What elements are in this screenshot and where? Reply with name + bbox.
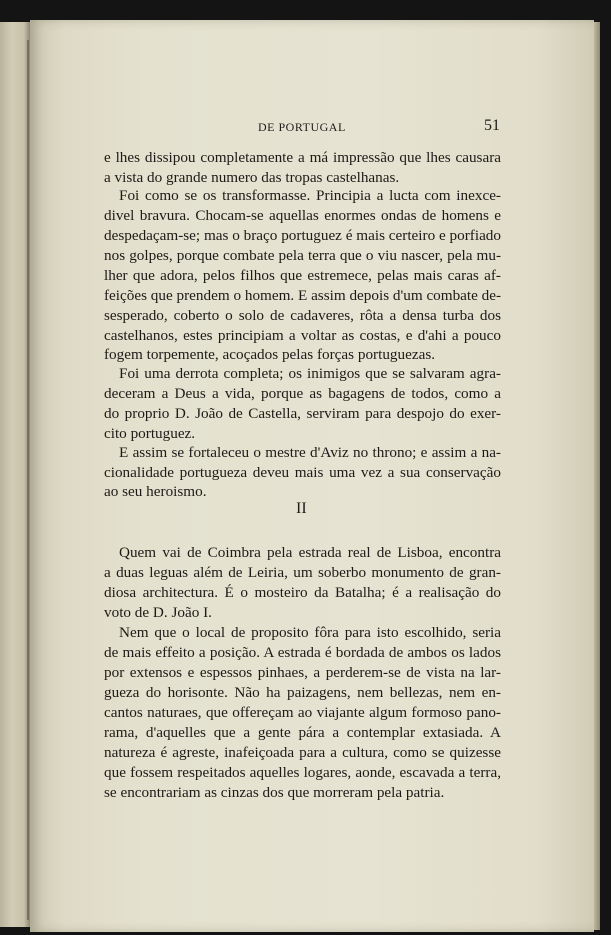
text-line: natureza é agreste, inafeiçoada para a cultura, como se quizesse: [104, 744, 501, 761]
text-line: se encontrariam as cinzas dos que morreram pela patria.: [104, 784, 445, 801]
text-line: Quem vai de Coimbra pela estrada real de Lisboa, encontra: [119, 544, 501, 561]
right-page-edge: [594, 22, 600, 930]
text-line: diosa architectura. É o mosteiro da Batalha; é a realisação do: [104, 584, 501, 601]
text-line: fogem torpemente, acoçados pelas forças portuguezas.: [104, 346, 436, 363]
text-line: ao seu heroismo.: [104, 483, 207, 500]
text-line: cito portuguez.: [104, 425, 196, 442]
text-line: a duas leguas além de Leiria, um soberbo monumento de gran-: [104, 564, 501, 581]
text-line: a vista do grande numero das tropas castelhanas.: [104, 169, 400, 186]
text-line: feições que prendem o homem. E assim depois d'um combate de-: [104, 287, 502, 304]
text-line: e lhes dissipou completamente a má impressão que lhes causara: [104, 149, 501, 166]
binding-gutter: [27, 40, 29, 920]
text-line: que fossem respeitados aquelles logares, aonde, escavada a terra,: [104, 764, 501, 781]
section-heading: II: [296, 500, 307, 517]
text-line: Foi uma derrota completa; os inimigos que se salvaram agra-: [119, 365, 501, 382]
text-line: por extensos e espessos pinhaes, a perderem-se de vista na lar-: [104, 664, 501, 681]
text-line: divel bravura. Chocam-se aquellas enormes ondas de homens e: [104, 207, 501, 224]
text-line: cionalidade portugueza deveu mais uma vez a sua conservação: [104, 464, 501, 481]
text-line: voto de D. João I.: [104, 604, 212, 621]
text-line: lher que adora, pelos filhos que estremece, pelas mais caras af-: [104, 267, 501, 284]
text-line: rama, d'aquelles que a gente pára a contemplar extasiada. A: [104, 724, 501, 741]
text-line: despedaçam-se; mas o braço portuguez é mais certeiro e porfiado: [104, 227, 501, 244]
text-line: sesperado, coberto o solo de cadaveres, rôta a densa turba dos: [104, 307, 501, 324]
left-page-edge: [0, 22, 30, 927]
running-head: DE PORTUGAL: [258, 120, 346, 134]
text-line: castelhanos, estes principiam a voltar as costas, e d'ahi a pouco: [104, 327, 501, 344]
text-line: Foi como se os transformasse. Principia a lucta com inexce-: [119, 187, 501, 204]
text-line: do proprio D. João de Castella, serviram para despojo do exer-: [104, 405, 501, 422]
text-line: nos golpes, porque combate pela terra que o viu nascer, pela mu-: [104, 247, 501, 264]
text-line: E assim se fortaleceu o mestre d'Aviz no throno; e assim a na-: [119, 444, 501, 461]
text-line: de mais effeito a posição. A estrada é bordada de ambos os lados: [104, 644, 501, 661]
text-line: cantos naturaes, que offereçam ao viajante algum formoso pano-: [104, 704, 501, 721]
text-line: Nem que o local de proposito fôra para isto escolhido, seria: [119, 624, 501, 641]
page-number: 51: [484, 117, 500, 134]
text-line: deceram a Deus a vida, porque as bagagens de todos, como a: [104, 385, 501, 402]
text-line: gueza do horisonte. Não ha paizagens, nem bellezas, nem en-: [104, 684, 501, 701]
